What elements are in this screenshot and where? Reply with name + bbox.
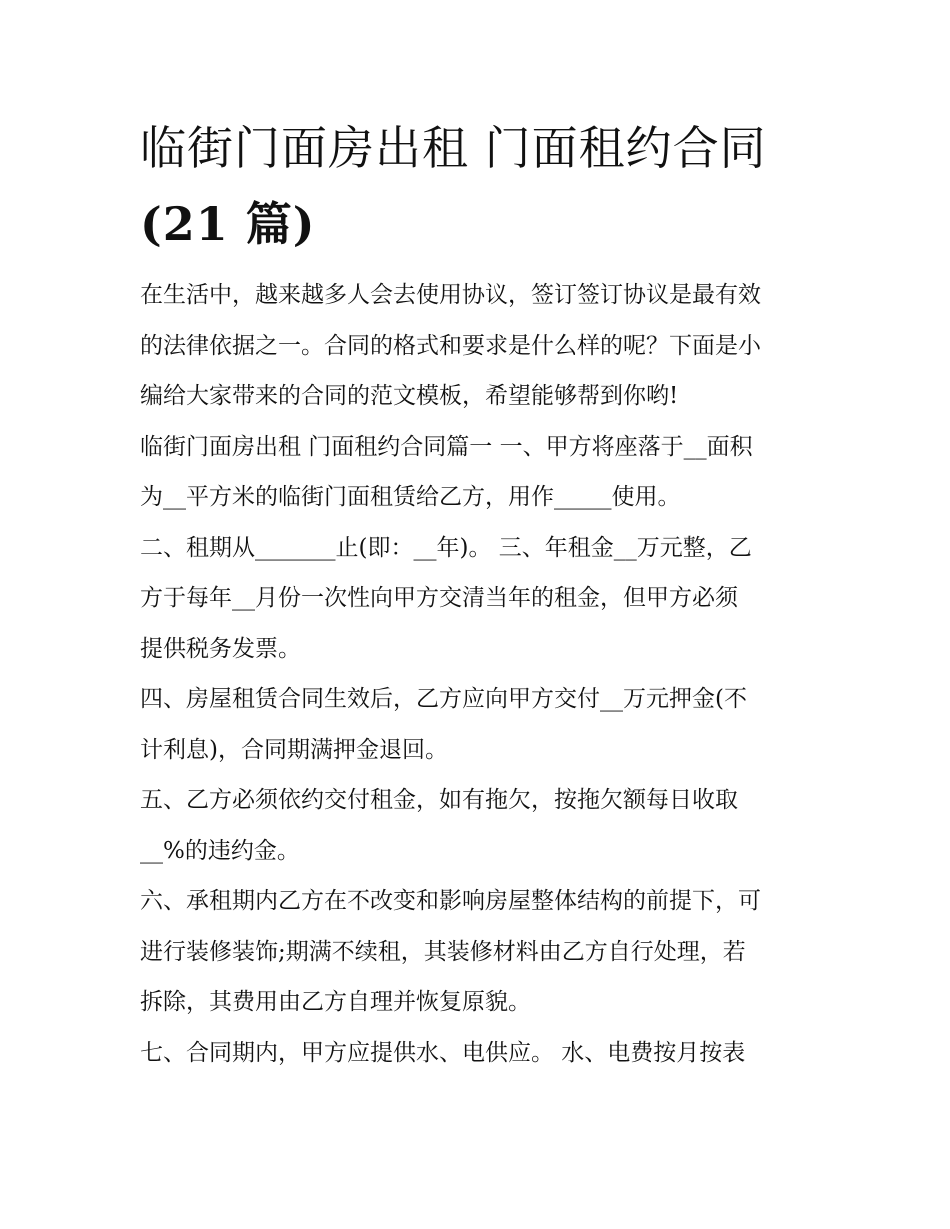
title-line-1: 临街门面房出租 门面租约合同 bbox=[140, 121, 767, 175]
paragraph-clause-2-3 bbox=[140, 523, 812, 675]
text-line: 五、乙方必须依约交付租金，如有拖欠，按拖欠额每日收取 bbox=[140, 787, 738, 813]
title-line-2: (21 篇) bbox=[140, 197, 316, 251]
paragraph-clause-7 bbox=[140, 1028, 812, 1079]
text-line: 二、租期从_______止(即：__年)。 三、年租金__万元整，乙 bbox=[140, 534, 752, 561]
text-line: 为__平方米的临街门面租赁给乙方，用作_____使用。 bbox=[140, 484, 681, 510]
text-line: 四、房屋租赁合同生效后，乙方应向甲方交付__万元押金(不 bbox=[140, 686, 747, 712]
text-line: 编给大家带来的合同的范文模板，希望能够帮到你哟! bbox=[140, 383, 679, 409]
text-line: 方于每年__月份一次性向甲方交清当年的租金，但甲方必须 bbox=[140, 585, 738, 611]
document-page bbox=[140, 110, 812, 1078]
text-line: __%的违约金。 bbox=[140, 837, 300, 864]
paragraph-clause-4 bbox=[140, 674, 812, 775]
text-line: 七、合同期内，甲方应提供水、电供应。 水、电费按月按表 bbox=[140, 1039, 746, 1066]
text-line: 的法律依据之一。合同的格式和要求是什么样的呢？下面是小 bbox=[140, 332, 761, 359]
document-title bbox=[140, 110, 812, 262]
text-line: 拆除，其费用由乙方自理并恢复原貌。 bbox=[140, 989, 531, 1015]
paragraph-intro bbox=[140, 270, 812, 422]
text-line: 临街门面房出租 门面租约合同篇一 一、甲方将座落于__面积 bbox=[140, 433, 753, 460]
text-line: 提供税务发票。 bbox=[140, 635, 301, 662]
text-line: 六、承租期内乙方在不改变和影响房屋整体结构的前提下，可 bbox=[140, 888, 761, 914]
paragraph-clause-1 bbox=[140, 422, 812, 523]
paragraph-clause-5 bbox=[140, 775, 812, 876]
text-line: 计利息)，合同期满押金退回。 bbox=[140, 736, 448, 763]
text-line: 进行装修装饰;期满不续租，其装修材料由乙方自行处理，若 bbox=[140, 938, 746, 965]
text-line: 在生活中，越来越多人会去使用协议，签订签订协议是最有效 bbox=[140, 282, 761, 308]
paragraph-clause-6 bbox=[140, 876, 812, 1028]
